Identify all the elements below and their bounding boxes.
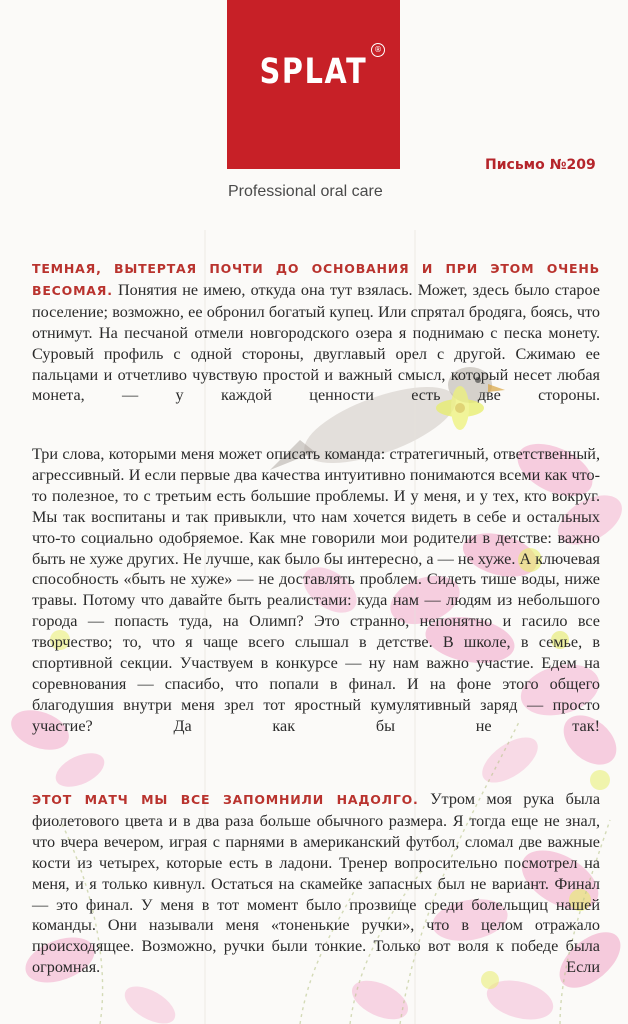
registered-mark: ® [371,43,385,57]
paragraph-3 [32,789,600,978]
letter-number: Письмо №209 [485,157,596,173]
paragraph-lead: ТЕМНАЯ, ВЫТЕРТАЯ ПОЧТИ ДО ОСНОВАНИЯ И ПРИ ЭТОМ ОЧЕНЬ ВЕСОМАЯ. [32,261,600,298]
paragraph-body: Три слова, которыми меня может описать команда: стратегичный, ответственный, агрессивный. И если первые два качества интуитивно понимаются всеми как что-то полезное, то с третьим есть большие проблемы. И у меня, и у тех, кто вокруг. Мы так воспитаны и так привыкли, что нам хочется видеть в себе и остальных что-то социально одобряемое. Как мне говорили мои родители в детстве: важно быть не хуже других. Не лучше, как было бы интересно, а — не хуже. А ключевая способность «быть не хуже» — не доставлять проблем. Сидеть тише воды, ниже травы. Потому что давайте быть реалистами: куда нам — людям из небольшого города — попасть туда, на Олимп? Это странно, непонятно и гасило все творчество; то, что я чаще всего слышал в детстве. В школе, в семье, в спортивной секции. Участвуем в конкурсе — ну нам важно участие. Едем на соревнования — спасибо, что попали в финал. И на фоне этого общего благодушия внутри меня зрел тот яростный кумулятивный заряд — просто участие? Да как бы не так! [32,445,600,735]
paragraph-body: Утром моя рука была фиолетового цвета и в два раза больше обычного размера. Я тогда еще не знал, что вчера вечером, играя с парнями в американский футбол, сломал две важные кости из четырех, которые есть в ладони. Тренер вопросительно посмотрел на меня, и я только кивнул. Остаться на скамейке запасных был не вариант. Финал — это финал. У меня в тот момент было прозвище среди болельщиц нашей команды. Они называли меня «тоненькие ручки», что в целом отражало происходящее. Возможно, ручки были тонкие. Только вот воля к победе была огромная. Если [32,790,601,977]
paragraph-1 [32,258,600,406]
paragraph-lead: ЭТОТ МАТЧ МЫ ВСЕ ЗАПОМНИЛИ НАДОЛГО. [32,792,419,807]
paragraph-body: Понятия не имею, откуда она тут взялась. Может, здесь было старое поселение; возможно, ее обронил богатый купец. Или спрятал бродяга, боясь, что отнимут. На песчаной отмели новгородского озера я поднимаю с песка монету. Суровый профиль с одной стороны, двуглавый орел с другой. Сжимаю ее пальцами и отчетливо чувствую простой и важный смысл, который несет любая монета, — у каждой ценности есть две стороны. [32,280,600,405]
splat-logo [227,0,400,169]
brand-tagline: Professional oral care [228,183,383,200]
paragraph-2 [32,444,600,737]
logo-text: SPLAT [259,52,368,92]
